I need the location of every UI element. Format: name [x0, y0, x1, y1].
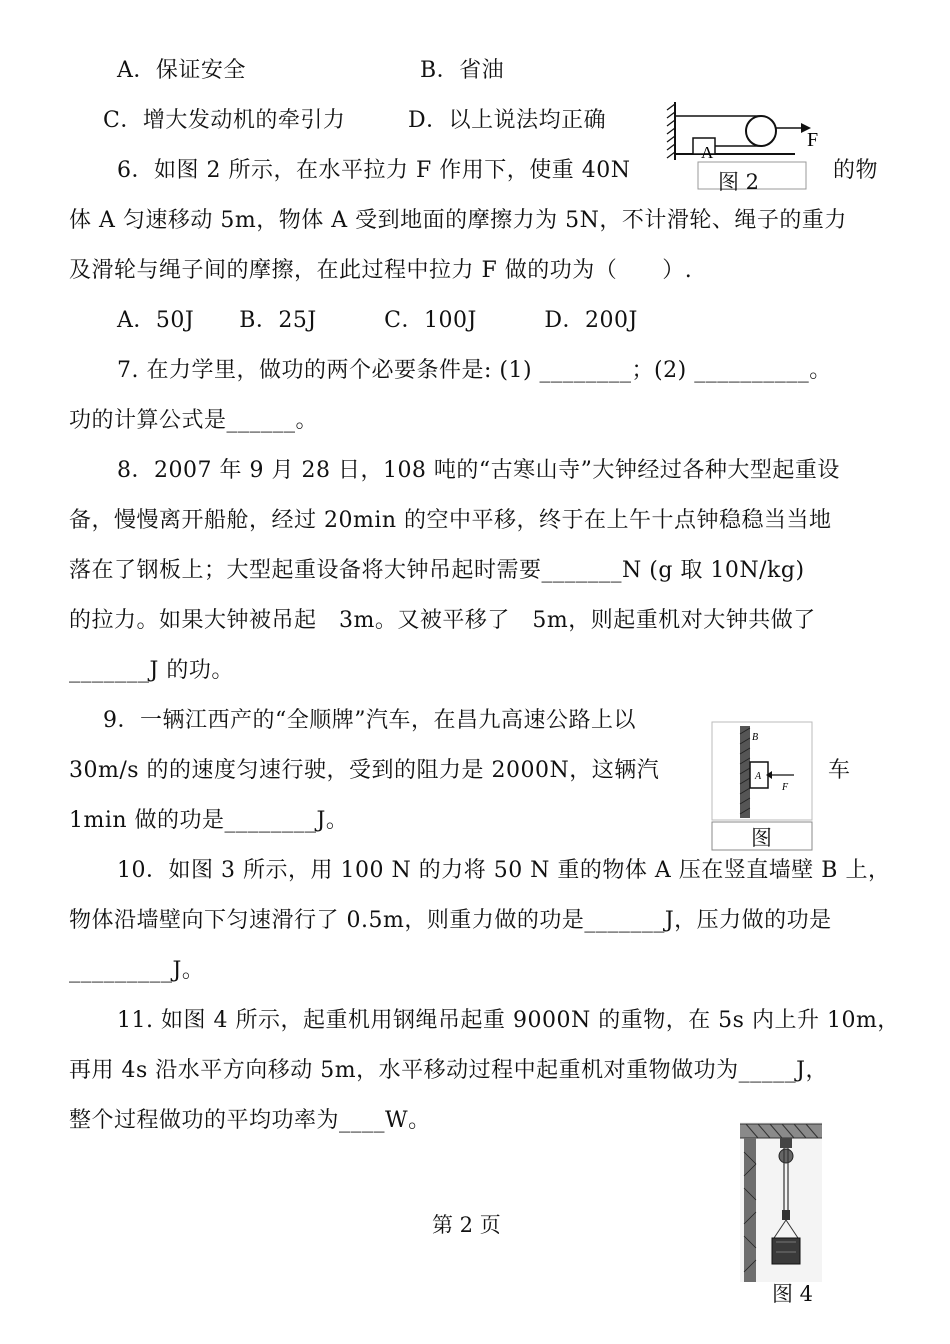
- figure-4-crane-image: [740, 1122, 822, 1282]
- q11-line3: 整个过程做功的平均功率为____W。: [69, 1108, 431, 1133]
- q8-line1: 8．2007 年 9 月 28 日，108 吨的“古寒山寺”大钟经过各种大型起重设: [117, 458, 840, 483]
- page-number: 第 2 页: [432, 1213, 501, 1237]
- fig3-label-b: B: [752, 732, 759, 743]
- q10-line3: _________J。: [69, 958, 205, 983]
- q11-line1: 11. 如图 4 所示，起重机用钢绳吊起重 9000N 的重物，在 5s 内上升 10m，: [117, 1008, 900, 1033]
- q6-options: A．50J B．25J C．100J D．200J: [117, 308, 638, 333]
- q8-line2: 备，慢慢离开船舱，经过 20min 的空中平移，终于在上午十点钟稳稳当当地: [69, 508, 832, 533]
- q6-line1-right: 的物: [833, 158, 879, 183]
- q6-line2: 体 A 匀速移动 5m，物体 A 受到地面的摩擦力为 5N，不计滑轮、绳子的重力: [69, 208, 847, 233]
- q10-line1: 10．如图 3 所示，用 100 N 的力将 50 N 重的物体 A 压在竖直墙壁 B 上，: [117, 858, 891, 883]
- q7-line1: 7. 在力学里，做功的两个必要条件是: (1) ________；(2) __________。: [117, 358, 832, 383]
- fig3-label-a: A: [755, 771, 762, 782]
- q9-line3: 1min 做的功是________J。: [69, 808, 349, 833]
- fig3-label-f: F: [782, 782, 789, 793]
- q8-line5: _______J 的功。: [69, 658, 234, 683]
- q10-line2: 物体沿墙壁向下匀速滑行了 0.5m，则重力做的功是_______J，压力做的功是: [69, 908, 832, 933]
- q8-line3: 落在了钢板上；大型起重设备将大钟吊起时需要_______N (g 取 10N/kg): [69, 558, 805, 583]
- figure-4-caption: 图 4: [772, 1282, 814, 1306]
- option-c: C．增大发动机的牵引力: [103, 108, 346, 133]
- pulley-shape: [746, 116, 776, 146]
- fig2-label-f: F: [807, 129, 819, 151]
- q9-line2-left: 30m/s 的的速度匀速行驶，受到的阻力是 2000N，这辆汽: [69, 758, 660, 783]
- q8-line4: 的拉力。如果大钟被吊起 3m。又被平移了 5m，则起重机对大钟共做了: [69, 608, 816, 633]
- q7-line2: 功的计算公式是______。: [69, 408, 319, 433]
- figure-3-caption: 图: [751, 826, 772, 850]
- fig2-label-a: A: [701, 143, 714, 162]
- option-b: B．省油: [420, 58, 505, 83]
- q9-line1: 9．一辆江西产的“全顺牌”汽车，在昌九高速公路上以: [103, 708, 636, 733]
- q11-line2: 再用 4s 沿水平方向移动 5m，水平移动过程中起重机对重物做功为_____J，: [69, 1058, 828, 1083]
- q6-line3: 及滑轮与绳子间的摩擦，在此过程中拉力 F 做的功为（ ）.: [69, 258, 693, 283]
- figure-2-caption: 图 2: [718, 170, 760, 194]
- q9-line2-right: 车: [828, 758, 851, 783]
- option-a: A．保证安全: [117, 58, 246, 83]
- q6-line1-left: 6．如图 2 所示，在水平拉力 F 作用下，使重 40N: [117, 158, 631, 183]
- option-d: D．以上说法均正确: [408, 108, 607, 133]
